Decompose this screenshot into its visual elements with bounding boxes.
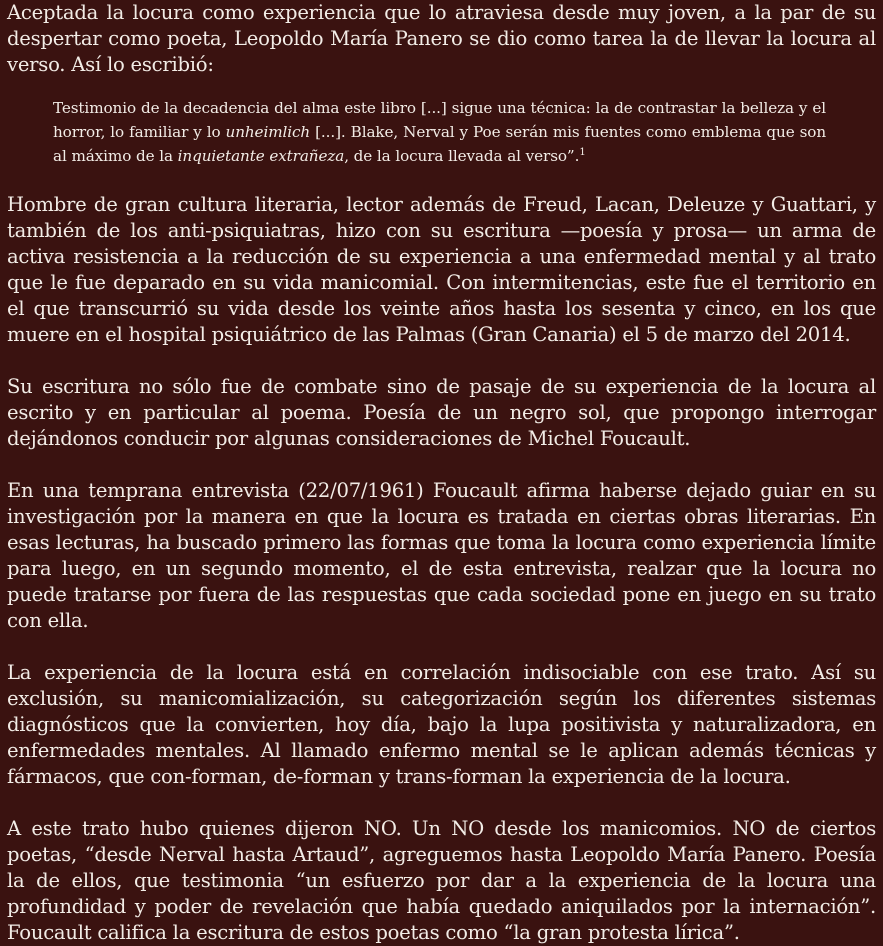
block-quote bbox=[53, 96, 826, 168]
quote-emphasis-unheimlich: unheimlich bbox=[225, 123, 311, 141]
quote-text-3: , de la locura llevada al verso”. bbox=[344, 147, 580, 165]
footnote-marker[interactable]: 1 bbox=[579, 146, 586, 158]
paragraph-experience: La experiencia de la locura está en correlación indisociable con ese trato. Así su exclusión, su manicomialización, su categorización según los diferentes sistemas diagnósticos que la convierten, hoy día, bajo la lupa positivista y naturalizadora, en enfermedades mentales. Al llamado enfermo mental se le aplican además técnicas y fármacos, que con-forman, de-forman y trans-forman la experiencia de la locura. bbox=[7, 661, 876, 788]
quote-emphasis-extraneza: inquietante extrañeza bbox=[177, 147, 345, 165]
paragraph-interview: En una temprana entrevista (22/07/1961) Foucault afirma haberse dejado guiar en su investigación por la manera en que la locura es tratada en ciertas obras literarias. En esas lecturas, ha buscado primero las formas que toma la locura como experiencia límite para luego, en un segundo momento, el de esta entrevista, realzar que la locura no puede tratarse por fuera de las respuestas que cada sociedad pone en juego en su trato con ella. bbox=[7, 479, 876, 632]
paragraph-protest: A este trato hubo quienes dijeron NO. Un NO desde los manicomios. NO de ciertos poetas, “desde Nerval hasta Artaud”, agreguemos hasta Leopoldo María Panero. Poesía la de ellos, que testimonia “un esfuerzo por dar a la experiencia de la locura una profundidad y poder de revelación que había quedado aniquilados por la internación”. Foucault califica la escritura de estos poetas como “la gran protesta lírica”. bbox=[7, 817, 876, 944]
paragraph-writing: Su escritura no sólo fue de combate sino de pasaje de su experiencia de la locura al escrito y en particular al poema. Poesía de un negro sol, que propongo interrogar dejándonos conducir por algunas consideraciones de Michel Foucault. bbox=[7, 375, 876, 450]
quote-text-1: Testimonio de la decadencia del alma este libro [...] sigue una técnica: la de contrastar la belleza y el horror, lo familiar y lo bbox=[53, 99, 826, 141]
paragraph-intro: Aceptada la locura como experiencia que lo atraviesa desde muy joven, a la par de su despertar como poeta, Leopoldo María Panero se dio como tarea la de llevar la locura al verso. Así lo escribió: bbox=[7, 1, 876, 76]
quote-text-2: [...]. Blake, Nerval y Poe serán mis fuentes como emblema que son al máximo de la bbox=[53, 123, 826, 165]
paragraph-biography: Hombre de gran cultura literaria, lector además de Freud, Lacan, Deleuze y Guattari, y también de los anti-psiquiatras, hizo con su escritura —poesía y prosa— un arma de activa resistencia a la reducción de su experiencia a una enfermedad mental y al trato que le fue deparado en su vida manicomial. Con intermitencias, este fue el territorio en el que transcurrió su vida desde los veinte años hasta los sesenta y cinco, en los que muere en el hospital psiquiátrico de las Palmas (Gran Canaria) el 5 de marzo del 2014. bbox=[7, 193, 876, 346]
